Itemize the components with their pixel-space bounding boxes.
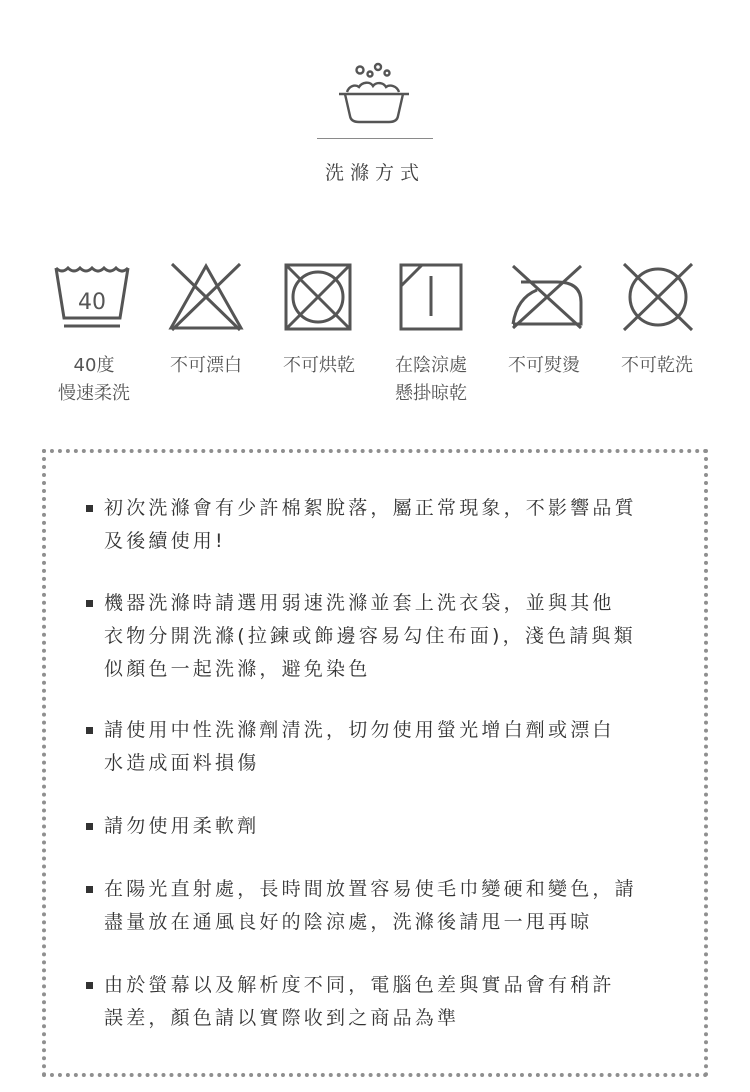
wash-40-label: 40度 慢速柔洗 — [58, 355, 130, 404]
no-tumble-dry-label: 不可烘乾 — [283, 355, 355, 376]
note-item: 機器洗滌時請選用弱速洗滌並套上洗衣袋，並與其他 衣物分開洗滌(拉鍊或飾邊容易勾住布面)，淺色請與類 似顏色一起洗滌，避免染色 — [104, 592, 636, 680]
drip-dry-shade-icon — [398, 262, 464, 332]
bullet-icon — [86, 600, 93, 607]
no-tumble-dry-icon — [282, 262, 354, 332]
washing-basin-icon — [333, 58, 417, 128]
note-item: 初次洗滌會有少許棉絮脫落，屬正常現象，不影響品質 及後續使用! — [104, 497, 637, 552]
bullet-icon — [86, 727, 93, 734]
no-iron-icon — [507, 262, 587, 332]
no-iron-label: 不可熨燙 — [508, 355, 580, 376]
no-dry-clean-icon — [620, 262, 696, 332]
note-item: 在陽光直射處，長時間放置容易使毛巾變硬和變色，請 盡量放在通風良好的陰涼處，洗滌後請甩一甩再晾 — [104, 878, 637, 933]
page-title: 洗滌方式 — [324, 162, 425, 184]
wash-temperature: 40 — [78, 290, 106, 315]
bullet-icon — [86, 823, 93, 830]
wash-40-icon — [52, 262, 132, 332]
header-divider — [317, 138, 433, 139]
bullet-icon — [86, 505, 93, 512]
note-item: 由於螢幕以及解析度不同，電腦色差與實品會有稍許 誤差，顏色請以實際收到之商品為準 — [104, 974, 615, 1029]
bullet-icon — [86, 886, 93, 893]
no-dry-clean-label: 不可乾洗 — [621, 355, 693, 376]
bullet-icon — [86, 982, 93, 989]
no-bleach-icon — [166, 262, 246, 332]
no-bleach-label: 不可漂白 — [170, 355, 242, 376]
drip-dry-shade-label: 在陰涼處 懸掛晾乾 — [395, 355, 467, 404]
note-item: 請勿使用柔軟劑 — [104, 815, 260, 837]
note-item: 請使用中性洗滌劑清洗，切勿使用螢光增白劑或漂白 水造成面料損傷 — [104, 719, 615, 774]
